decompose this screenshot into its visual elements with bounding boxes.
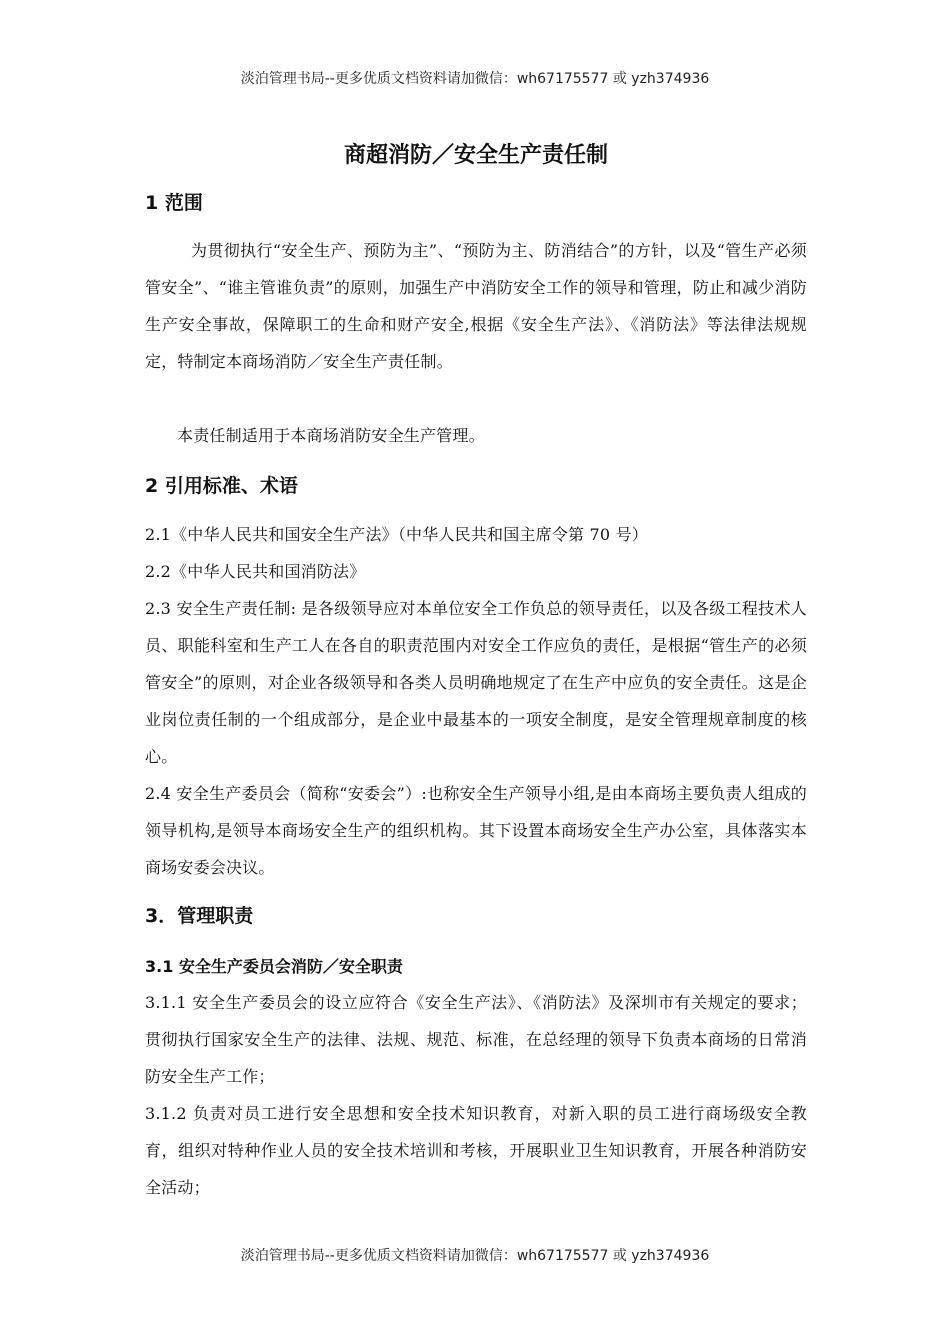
section-3-1-heading: 3.1 安全生产委员会消防／安全职责 <box>145 957 403 976</box>
section-3-item-1-1: 3.1.1 安全生产委员会的设立应符合《安全生产法》、《消防法》及深圳市有关规定的要求；贯彻执行国家安全生产的法律、法规、规范、标准，在总经理的领导下负责本商场的日常消防安全生产工作； <box>145 993 807 1086</box>
section-1-paragraph-1: 为贯彻执行“安全生产、预防为主”、“预防为主、防消结合”的方针，以及“管生产必须管安全”、“谁主管谁负责”的原则，加强生产中消防安全工作的领导和管理，防止和减少消防生产安全事故，保障职工的生命和财产安全,根据《安全生产法》、《消防法》等法律法规规定，特制定本商场消防／安全生产责任制。 <box>145 241 807 371</box>
section-1-paragraph-2: 本责任制适用于本商场消防安全生产管理。 <box>177 426 485 445</box>
section-2-item-2: 2.2《中华人民共和国消防法》 <box>145 562 366 581</box>
page-header: 淡泊管理书局--更多优质文档资料请加微信：wh67175577 或 yzh374936 <box>240 71 710 87</box>
section-2-item-1: 2.1《中华人民共和国安全生产法》（中华人民共和国主席令第 70 号） <box>145 525 648 544</box>
section-3-heading: 3．管理职责 <box>145 905 254 927</box>
section-2-heading: 2 引用标准、术语 <box>145 475 298 497</box>
section-3-item-1-2: 3.1.2 负责对员工进行安全思想和安全技术知识教育，对新入职的员工进行商场级安全教育，组织对特种作业人员的安全技术培训和考核，开展职业卫生知识教育，开展各种消防安全活动； <box>145 1104 807 1197</box>
section-2-item-3: 2.3 安全生产责任制: 是各级领导应对本单位安全工作负总的领导责任，以及各级工程技术人员、职能科室和生产工人在各自的职责范围内对安全工作应负的责任，是根据“管生产的必须管安全”的原则，对企业各级领导和各类人员明确地规定了在生产中应负的安全责任。这是企业岗位责任制的一个组成部分，是企业中最基本的一项安全制度，是安全管理规章制度的核心。 <box>145 599 807 766</box>
section-2-item-4: 2.4 安全生产委员会（简称“安委会”）:也称安全生产领导小组,是由本商场主要负责人组成的领导机构,是领导本商场安全生产的组织机构。其下设置本商场安全生产办公室，具体落实本商场安委会决议。 <box>145 784 807 877</box>
document-title: 商超消防／安全生产责任制 <box>343 143 608 168</box>
page-footer: 淡泊管理书局--更多优质文档资料请加微信：wh67175577 或 yzh374936 <box>240 1248 710 1264</box>
section-1-heading: 1 范围 <box>145 192 203 214</box>
